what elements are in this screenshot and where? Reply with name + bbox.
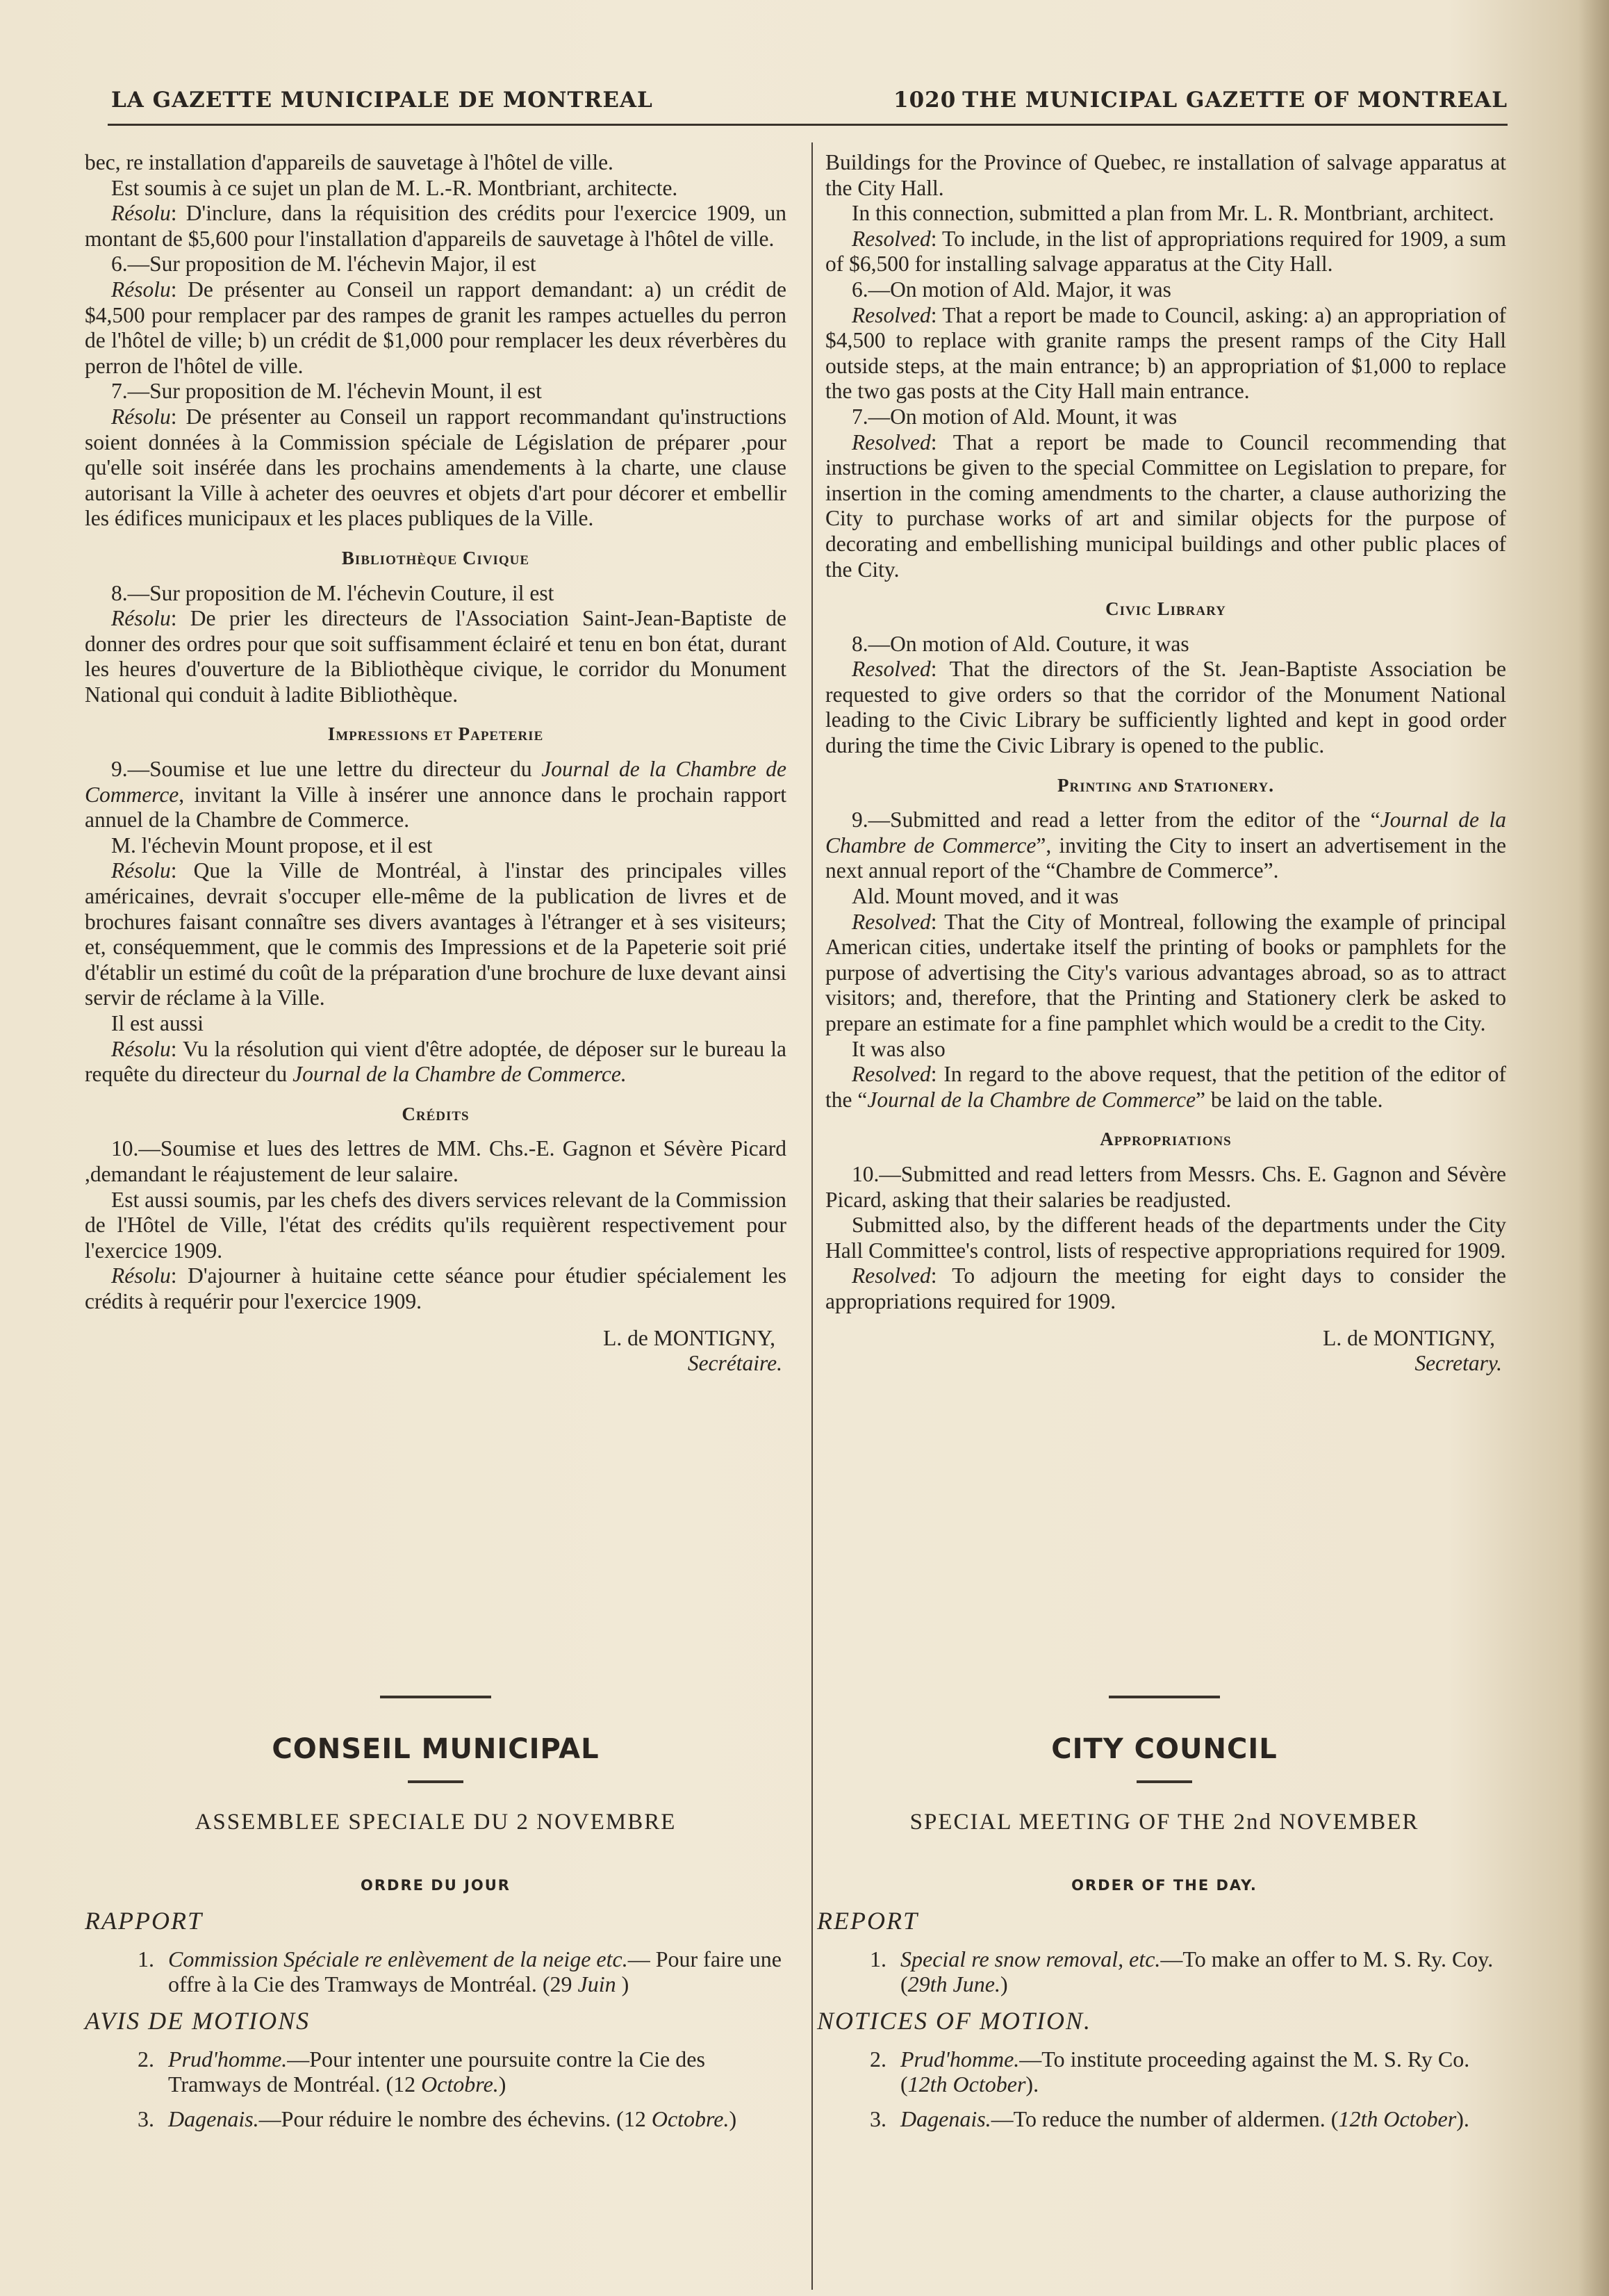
meeting-subtitle: SPECIAL MEETING OF THE 2nd NOVEMBER [909, 1810, 1419, 1835]
paragraph: Submitted also, by the different heads of the departments under the City Hall Committee's control, lists of respective appropriations required for 1909. [825, 1213, 1506, 1263]
resolution-lead: Resolved [852, 429, 931, 454]
paragraph: Il est aussi [111, 1011, 204, 1035]
resolution-paragraph: Résolu: Que la Ville de Montréal, à l'instar des principales villes américaines, devrait s'occuper elle-même de la publication de livres et de brochures faisant connaître ses divers avantages à l'étranger et à ses visiteurs; et, conséquemment, que le commis des Impressions et de la Papeterie soit prié d'établir un estimé du coût de la préparation d'une brochure de luxe devant ainsi servir de réclame à la Ville. [85, 858, 786, 1010]
section-heading: Appropriations [1100, 1129, 1232, 1150]
order-of-day-heading: ORDRE DU JOUR [361, 1877, 511, 1894]
section-heading: Impressions et Papeterie [327, 723, 544, 745]
paragraph: Est aussi soumis, par les chefs des divers services relevant de la Commission de l'Hôtel de Ville, l'état des crédits qu'ils requièrent respectivement pour l'exercice 1909. [85, 1187, 786, 1263]
meeting-subtitle: ASSEMBLEE SPECIALE DU 2 NOVEMBRE [195, 1810, 677, 1835]
resolution-lead: Resolved [852, 1062, 931, 1087]
signature-name: L. de MONTIGNY, [603, 1325, 775, 1350]
motion-paragraph: 6.—On motion of Ald. Major, it was [852, 277, 1171, 302]
resolution-paragraph: Résolu: D'inclure, dans la réquisition des crédits pour l'exercice 1909, un montant de $5,600 pour l'installation d'appareils de sauvetage à l'hôtel de ville. [85, 201, 786, 251]
resolution-paragraph: Resolved: That the directors of the St. Jean-Baptiste Association be requested to give orders so that the corridor of the Monument National leading to the Civic Library be sufficiently lighted and kept in good order during the time the Civic Library is opened to the public. [825, 657, 1506, 758]
paragraph: Buildings for the Province of Quebec, re installation of salvage apparatus at the City Hall. [825, 150, 1506, 200]
section-heading: Bibliothèque Civique [341, 547, 530, 568]
conseil-municipal-section [85, 1696, 786, 2141]
section-rule [380, 1696, 491, 1698]
resolution-lead: Resolved [852, 657, 931, 682]
header-english-title: THE MUNICIPAL GAZETTE OF MONTREAL [962, 88, 1508, 113]
resolution-paragraph: Résolu: Vu la résolution qui vient d'être adoptée, de déposer sur le bureau la requête du directeur du Journal de la Chambre de Commerce. [85, 1036, 786, 1087]
paragraph: In this connection, submitted a plan from Mr. L. R. Montbriant, architect. [852, 201, 1494, 226]
order-of-day-heading: ORDER OF THE DAY. [1071, 1877, 1257, 1894]
resolution-lead: Résolu [111, 858, 171, 883]
paragraph: 9.—Submitted and read a letter from the editor of the “Journal de la Chambre de Commerce”, inviting the City to insert an advertisement in the next annual report of the “Chambre de Commerce”. [825, 807, 1506, 883]
section-heading: Printing and Stationery. [1057, 774, 1274, 796]
paragraph: 10.—Submitted and read letters from Messrs. Chs. E. Gagnon and Sévère Picard, asking that their salaries be readjusted. [825, 1161, 1506, 1212]
resolution-paragraph: Resolved: That a report be made to Council, asking: a) an appropriation of $4,500 to replace with granite ramps the present ramps of the City Hall outside steps, at the main entrance; b) an appropriation of $1,000 to replace the two gas posts at the City Hall main entrance. [825, 302, 1506, 404]
signature-name: L. de MONTIGNY, [1323, 1325, 1495, 1350]
resolution-lead: Resolved [852, 909, 931, 934]
section-title: CITY COUNCIL [1051, 1733, 1278, 1765]
category-heading: NOTICES OF MOTION. [817, 2007, 1092, 2035]
section-heading: Crédits [402, 1103, 470, 1124]
agenda-item: 2. Prud'homme.—Pour intenter une poursuite contre la Cie des Tramways de Montréal. (12 Octobre.) [138, 2047, 705, 2097]
resolution-paragraph: Resolved: In regard to the above request, that the petition of the editor of the “Journal de la Chambre de Commerce” be laid on the table. [825, 1062, 1506, 1112]
motion-paragraph: 8.—On motion of Ald. Couture, it was [852, 631, 1189, 656]
resolution-lead: Resolved [852, 1263, 931, 1288]
section-heading: Civic Library [1105, 598, 1226, 620]
page-number: 1020 [893, 88, 957, 113]
motion-paragraph: Ald. Mount moved, and it was [852, 884, 1119, 909]
section-title: CONSEIL MUNICIPAL [272, 1733, 600, 1765]
page-header [111, 88, 1508, 121]
column-divider [811, 142, 813, 2290]
agenda-item: 3. Dagenais.—Pour réduire le nombre des échevins. (12 Octobre.) [138, 2106, 737, 2131]
header-french-title: LA GAZETTE MUNICIPALE DE MONTREAL [111, 88, 653, 113]
resolution-paragraph: Résolu: D'ajourner à huitaine cette séance pour étudier spécialement les crédits à requérir pour l'exercice 1909. [85, 1263, 786, 1313]
signature-title: Secrétaire. [687, 1351, 782, 1376]
section-rule [1109, 1696, 1220, 1698]
paragraph: Est soumis à ce sujet un plan de M. L.-R. Montbriant, architecte. [111, 175, 678, 200]
paragraph: 9.—Soumise et lue une lettre du directeur du Journal de la Chambre de Commerce, invitant la Ville à insérer une annonce dans le prochain rapport annuel de la Chambre de Commerce. [85, 757, 786, 833]
resolution-lead: Résolu [111, 201, 171, 226]
category-heading: RAPPORT [85, 1907, 203, 1935]
resolution-paragraph: Résolu: De prier les directeurs de l'Association Saint-Jean-Baptiste de donner des ordres pour que soit suffisamment éclairé et tenu en bon état, durant les heures d'ouverture de la Bibliothèque civique, le corridor du Monument National qui conduit à ladite Bibliothèque. [85, 606, 786, 707]
resolution-lead: Résolu [111, 1036, 171, 1061]
resolution-paragraph: Resolved: To include, in the list of appropriations required for 1909, a sum of $6,500 for installing salvage apparatus at the City Hall. [825, 226, 1506, 277]
motion-paragraph: 8.—Sur proposition de M. l'échevin Couture, il est [111, 580, 554, 605]
motion-paragraph: 6.—Sur proposition de M. l'échevin Major, il est [111, 252, 536, 277]
resolution-paragraph: Resolved: That the City of Montreal, following the example of principal American cities, undertake itself the printing of books or pamphlets for the purpose of advertising the City's various advantages abroad, so as to attract visitors; and, therefore, that the Printing and Stationery clerk be asked to prepare an estimate for a fine pamphlet which would be a credit to the City. [825, 909, 1506, 1035]
motion-paragraph: 7.—On motion of Ald. Mount, it was [852, 404, 1178, 429]
resolution-lead: Résolu [111, 404, 171, 429]
resolution-paragraph: Resolved: To adjourn the meeting for eight days to consider the appropriations required for 1909. [825, 1263, 1506, 1313]
motion-paragraph: 7.—Sur proposition de M. l'échevin Mount, il est [111, 379, 542, 404]
agenda-item: 2. Prud'homme.—To institute proceeding against the M. S. Ry Co. (12th October). [870, 2047, 1470, 2097]
title-rule [1137, 1780, 1192, 1783]
resolution-lead: Resolved [852, 226, 931, 251]
page-edge-shadow [1578, 0, 1609, 2296]
paragraph: It was also [852, 1036, 946, 1061]
paragraph: bec, re installation d'appareils de sauvetage à l'hôtel de ville. [85, 150, 613, 174]
signature-title: Secretary. [1414, 1351, 1502, 1376]
resolution-paragraph: Résolu: De présenter au Conseil un rapport recommandant qu'instructions soient données à la Commission spéciale de Législation de préparer ,pour qu'elle soit insérée dans les prochains amendements à la charte, une clause autorisant la Ville à acheter des oeuvres et objets d'art pour décorer et embellir les édifices municipaux et les places publiques de la Ville. [85, 404, 786, 531]
agenda-item: 3. Dagenais.—To reduce the number of aldermen. (12th October). [870, 2106, 1469, 2131]
city-council-section [817, 1696, 1512, 2141]
resolution-paragraph: Resolved: That a report be made to Council recommending that instructions be given to the special Committee on Legislation to prepare, for insertion in the coming amendments to the charter, a clause authorizing the City to purchase works of art and similar objects for the purpose of decorating and embellishing municipal buildings and other public places of the City. [825, 429, 1506, 582]
resolution-lead: Résolu [111, 1263, 171, 1288]
french-column [85, 150, 786, 1377]
agenda-item: 1. Commission Spéciale re enlèvement de la neige etc.— Pour faire une offre à la Cie des Tramways de Montréal. (29 Juin ) [138, 1946, 782, 1996]
english-column [825, 150, 1506, 1377]
resolution-lead: Résolu [111, 277, 171, 302]
resolution-lead: Resolved [852, 302, 931, 327]
motion-paragraph: M. l'échevin Mount propose, et il est [111, 833, 433, 858]
header-rule [108, 124, 1508, 126]
agenda-item: 1. Special re snow removal, etc.—To make an offer to M. S. Ry. Coy. (29th June.) [870, 1946, 1494, 1996]
category-heading: AVIS DE MOTIONS [85, 2007, 311, 2035]
category-heading: REPORT [817, 1907, 918, 1935]
paragraph: 10.—Soumise et lues des lettres de MM. Chs.-E. Gagnon et Sévère Picard ,demandant le réajustement de leur salaire. [85, 1136, 786, 1186]
resolution-lead: Résolu [111, 606, 171, 631]
resolution-paragraph: Résolu: De présenter au Conseil un rapport demandant: a) un crédit de $4,500 pour remplacer par des rampes de granit les rampes actuelles du perron de l'hôtel de ville; b) un crédit de $1,000 pour remplacer les deux réverbères du perron de l'hôtel de ville. [85, 277, 786, 378]
title-rule [408, 1780, 463, 1783]
